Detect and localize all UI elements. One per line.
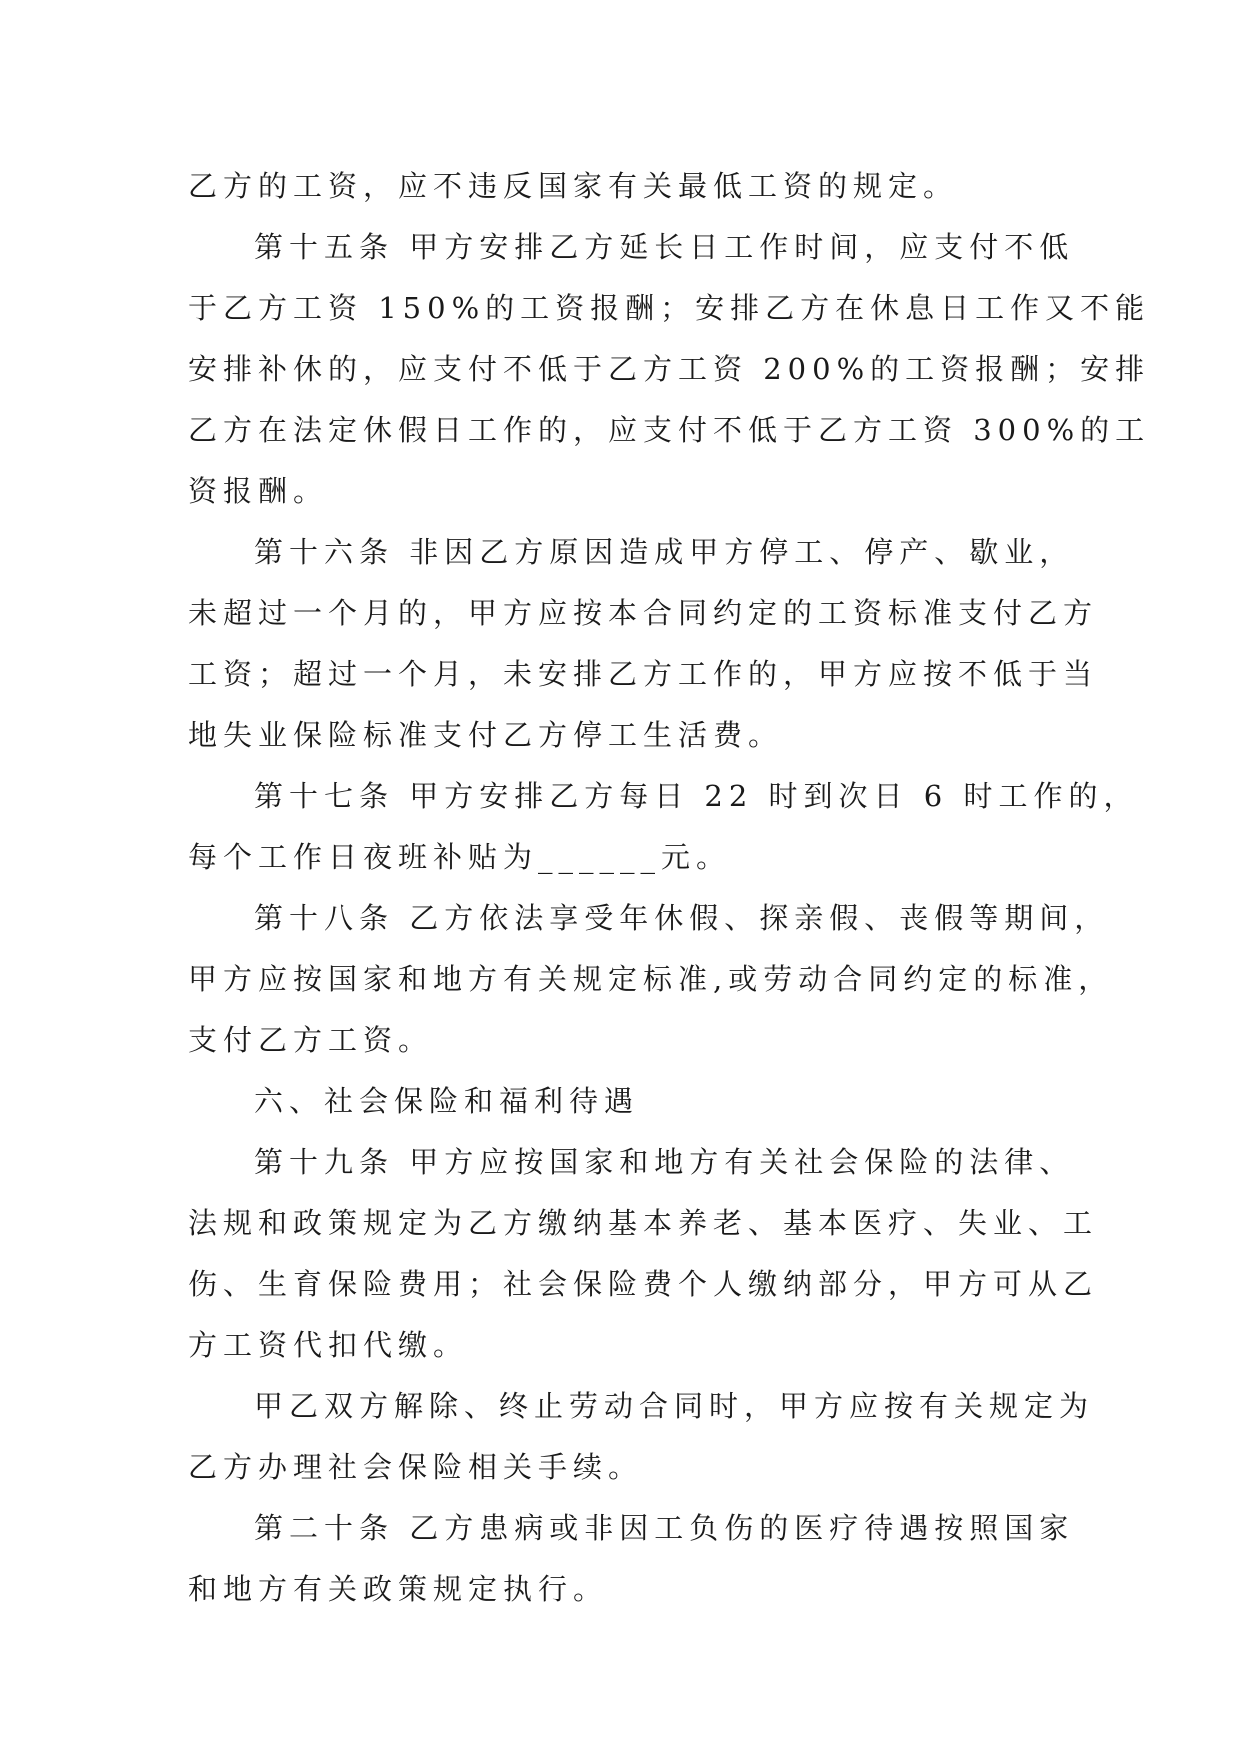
document-body xyxy=(188,156,1151,1620)
text-line: 支付乙方工资。 xyxy=(188,1023,434,1057)
text-line: 资报酬。 xyxy=(188,474,329,508)
text-line: 于乙方工资 150%的工资报酬；安排乙方在休息日工作又不能 xyxy=(188,291,1151,325)
section-heading: 六、社会保险和福利待遇 xyxy=(254,1084,640,1118)
text-line: 乙方在法定休假日工作的，应支付不低于乙方工资 300%的工 xyxy=(188,413,1151,447)
text-line: 法规和政策规定为乙方缴纳基本养老、基本医疗、失业、工 xyxy=(188,1206,1099,1240)
text-line: 乙方办理社会保险相关手续。 xyxy=(188,1450,644,1484)
article-18-line: 第十八条 乙方依法享受年休假、探亲假、丧假等期间， xyxy=(254,901,1110,935)
text-line: 未超过一个月的，甲方应按本合同约定的工资标准支付乙方 xyxy=(188,596,1099,630)
text-line: 工资；超过一个月，未安排乙方工作的，甲方应按不低于当 xyxy=(188,657,1099,691)
text-line: 地失业保险标准支付乙方停工生活费。 xyxy=(188,718,784,752)
text-line: 伤、生育保险费用；社会保险费个人缴纳部分，甲方可从乙 xyxy=(188,1267,1099,1301)
article-15-line: 第十五条 甲方安排乙方延长日工作时间，应支付不低 xyxy=(254,230,1075,264)
article-20-line: 第二十条 乙方患病或非因工负伤的医疗待遇按照国家 xyxy=(254,1511,1075,1545)
text-line: 甲方应按国家和地方有关规定标准,或劳动合同约定的标准， xyxy=(188,962,1114,996)
article-19-line: 第十九条 甲方应按国家和地方有关社会保险的法律、 xyxy=(254,1145,1075,1179)
article-17-line: 第十七条 甲方安排乙方每日 22 时到次日 6 时工作的， xyxy=(254,779,1139,813)
paragraph-start-line: 甲乙双方解除、终止劳动合同时，甲方应按有关规定为 xyxy=(254,1389,1095,1423)
text-line: 每个工作日夜班补贴为______元。 xyxy=(188,840,732,874)
text-line: 乙方的工资，应不违反国家有关最低工资的规定。 xyxy=(188,169,959,203)
article-16-line: 第十六条 非因乙方原因造成甲方停工、停产、歇业， xyxy=(254,535,1075,569)
text-line: 和地方有关政策规定执行。 xyxy=(188,1572,609,1606)
text-line: 安排补休的，应支付不低于乙方工资 200%的工资报酬；安排 xyxy=(188,352,1151,386)
text-line: 方工资代扣代缴。 xyxy=(188,1328,469,1362)
